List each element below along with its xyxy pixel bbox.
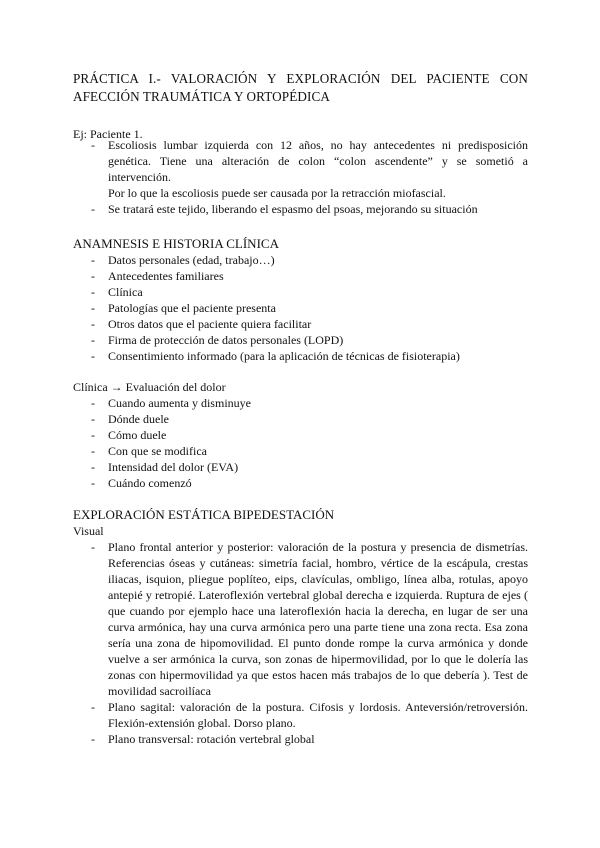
list-item-text: Con que se modifica: [108, 444, 207, 458]
list-item: [73, 300, 528, 316]
list-item-text: Se tratará este tejido, liberando el espasmo del psoas, mejorando su situación: [108, 202, 478, 216]
exploracion-heading: EXPLORACIÓN ESTÁTICA BIPEDESTACIÓN: [73, 507, 335, 522]
bullet-dash: -: [91, 460, 95, 474]
list-item: [73, 731, 528, 747]
bullet-dash: -: [91, 333, 95, 347]
bullet-dash: -: [91, 285, 95, 299]
list-item-text: Patologías que el paciente presenta: [108, 301, 276, 315]
list-item-text: Cuándo comenzó: [108, 476, 192, 490]
list-item: [73, 316, 528, 332]
list-item: [73, 332, 528, 348]
list-item-text: Cuando aumenta y disminuye: [108, 396, 251, 410]
list-item: [73, 699, 528, 731]
list-item-text: Plano frontal anterior y posterior: valoración de la postura y presencia de dismetrías. Referencias óseas y cutáneas: simetría facial, hombro, vértice de la escápula, crestas iliacas, isquion, pliegue poplíteo, eips, clavículas, ombligo, línea alba, rotulas, apoyo antepié y retropié. Lateroflexión vertebral global derecha e izquierda. Ruptura de ejes ( que cuando por ejemplo hace una lateroflexión hacia la derecha, en lugar de ser una curva armónica, hay una curva armónica pero una parte tiene una zona recta. Esa zona sería una zona de hipomovilidad. El punto donde rompe la curva armónica y donde vuelve a ser armónica la curva, son zonas de hipermovilidad, por lo que le dolería las zonas con hipermovilidad ya que estos hacen más trabajos de lo que debería ). Test de movilidad sacroilíaca: [108, 540, 528, 698]
list-item: [73, 539, 528, 699]
list-item-text: Clínica: [108, 285, 143, 299]
visual-label: Visual: [73, 524, 104, 538]
list-item: [73, 284, 528, 300]
bullet-dash: -: [91, 444, 95, 458]
document-title: PRÁCTICA I.- VALORACIÓN Y EXPLORACIÓN DEL PACIENTE CON AFECCIÓN TRAUMÁTICA Y ORTOPÉDICA: [73, 71, 528, 104]
anamnesis-list: [73, 252, 528, 364]
list-item-text: Dónde duele: [108, 412, 169, 426]
list-item: [73, 475, 528, 491]
bullet-dash: -: [91, 732, 95, 746]
list-item-text: Consentimiento informado (para la aplicación de técnicas de fisioterapia): [108, 349, 460, 363]
list-item-text: Plano transversal: rotación vertebral global: [108, 732, 315, 746]
list-item-text: Firma de protección de datos personales (LOPD): [108, 333, 344, 347]
list-item-text: Antecedentes familiares: [108, 269, 224, 283]
list-item-text: Otros datos que el paciente quiera facilitar: [108, 317, 312, 331]
list-item-text: Escoliosis lumbar izquierda con 12 años, no hay antecedentes ni predisposición genética. Tiene una alteración de colon “colon ascendente” y se sometió a intervención.: [108, 138, 528, 184]
example-label: Ej: Paciente 1.: [73, 127, 143, 141]
list-item: [73, 201, 528, 217]
anamnesis-heading: ANAMNESIS E HISTORIA CLÍNICA: [73, 236, 279, 251]
bullet-dash: -: [91, 476, 95, 490]
bullet-dash: -: [91, 138, 95, 152]
list-item: [73, 395, 528, 411]
patient-list: [73, 137, 528, 217]
bullet-dash: -: [91, 412, 95, 426]
bullet-dash: -: [91, 349, 95, 363]
list-item: [73, 268, 528, 284]
list-item: [73, 137, 528, 185]
visual-list: [73, 539, 528, 747]
clinica-line: Clínica → Evaluación del dolor: [73, 380, 226, 394]
bullet-dash: -: [91, 301, 95, 315]
bullet-dash: -: [91, 700, 95, 714]
list-item-text: Datos personales (edad, trabajo…): [108, 253, 275, 267]
list-item-text: Intensidad del dolor (EVA): [108, 460, 239, 474]
bullet-dash: -: [91, 269, 95, 283]
bullet-dash: -: [91, 317, 95, 331]
list-item: [73, 252, 528, 268]
list-item-text: Plano sagital: valoración de la postura. Cifosis y lordosis. Anteversión/retroversión. Flexión-extensión global. Dorso plano.: [108, 700, 528, 730]
list-item: [73, 443, 528, 459]
list-item: [73, 348, 528, 364]
bullet-dash: -: [91, 540, 95, 554]
list-item: [73, 459, 528, 475]
bullet-dash: -: [91, 428, 95, 442]
bullet-dash: -: [91, 253, 95, 267]
list-item: [73, 411, 528, 427]
patient-note: Por lo que la escoliosis puede ser causada por la retracción miofascial.: [108, 186, 446, 200]
list-item: [73, 427, 528, 443]
bullet-dash: -: [91, 396, 95, 410]
dolor-list: [73, 395, 528, 491]
list-item-text: Cómo duele: [108, 428, 167, 442]
bullet-dash: -: [91, 202, 95, 216]
